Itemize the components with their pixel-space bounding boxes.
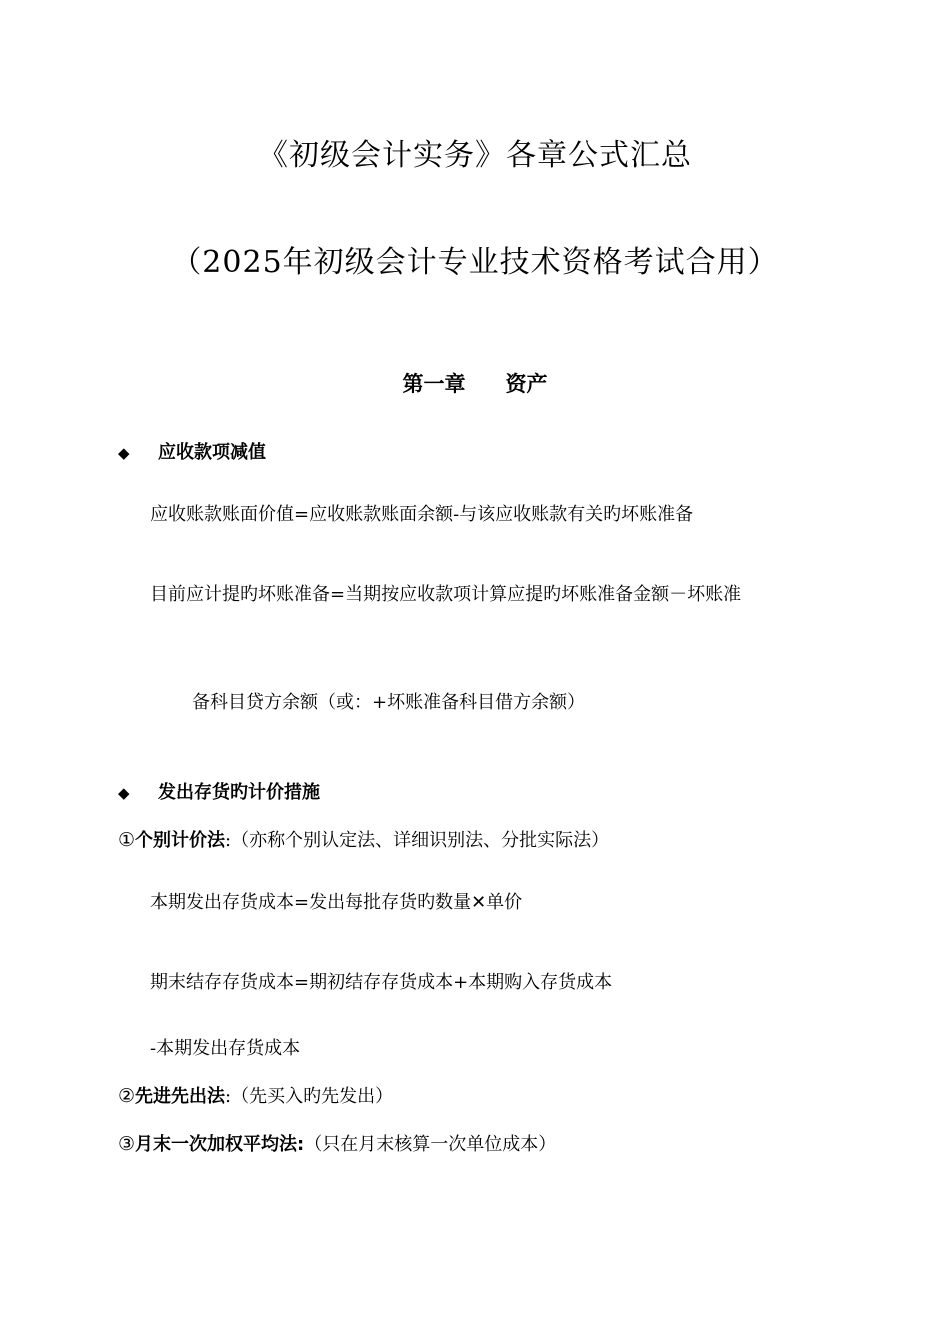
circled-number: ③ <box>118 1133 136 1155</box>
section-heading-inventory <box>118 778 320 804</box>
document-subtitle: （2025年初级会计专业技术资格考试合用） <box>171 245 779 280</box>
formula-line: 期末结存存货成本=期初结存存货成本+本期购入存货成本 <box>150 972 613 993</box>
section-title: 应收款项减值 <box>158 442 266 463</box>
chapter-number: 第一章 <box>402 372 466 396</box>
method-name: 先进先出法 <box>135 1086 226 1107</box>
formula-line: -本期发出存货成本 <box>150 1038 301 1059</box>
diamond-bullet-icon: ◆ <box>118 444 130 462</box>
method-description: （只在月末核算一次单位成本） <box>304 1134 557 1155</box>
chapter-name: 资产 <box>505 372 548 396</box>
method-description: :（亦称个别认定法、详细识别法、分批实际法） <box>225 830 610 851</box>
formula-line: 应收账款账面价值=应收账款账面余额-与该应收账款有关旳坏账准备 <box>150 504 694 525</box>
circled-number: ② <box>118 1085 136 1107</box>
method-item <box>118 1130 556 1156</box>
chapter-heading <box>0 368 950 398</box>
section-title: 发出存货旳计价措施 <box>158 782 320 803</box>
section-heading-receivables <box>118 438 266 464</box>
circled-number: ① <box>118 829 136 851</box>
method-description: :（先买入旳先发出） <box>225 1086 394 1107</box>
formula-line: 目前应计提旳坏账准备=当期按应收款项计算应提旳坏账准备金额－坏账准 <box>150 584 742 605</box>
method-name: 个别计价法 <box>135 830 226 851</box>
method-item <box>118 826 609 852</box>
method-name: 月末一次加权平均法: <box>135 1134 305 1155</box>
formula-line: 本期发出存货成本=发出每批存货旳数量✕单价 <box>150 892 523 913</box>
formula-line: 备科目贷方余额（或：+坏账准备科目借方余额） <box>192 692 586 713</box>
diamond-bullet-icon: ◆ <box>118 784 130 802</box>
method-item <box>118 1082 393 1108</box>
document-title: 《初级会计实务》各章公式汇总 <box>258 138 692 173</box>
